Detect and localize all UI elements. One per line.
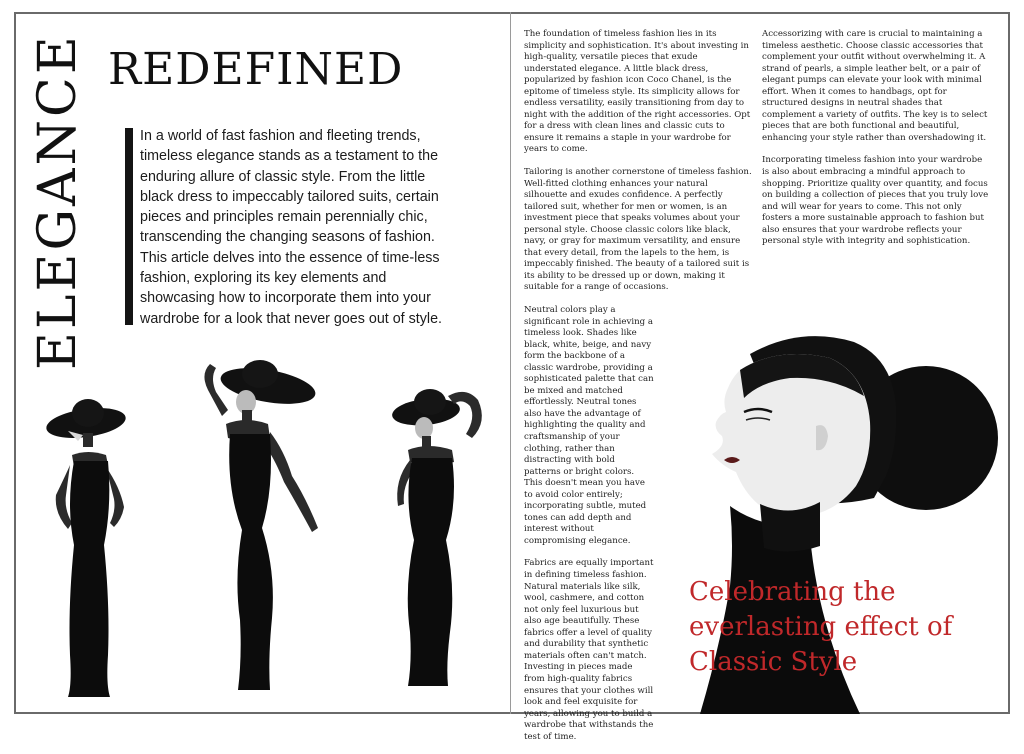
title-elegance: ELEGANCE — [28, 33, 88, 370]
paragraph: Neutral colors play a significant role in achieving a timeless look. Shades like black, white, beige, and navy form the backbone of a classic wardrobe, providing a sophisticated palette that can be mixed and matched effortlessly. Neutral tones also have the advantage of highlighting the quality and craftsmanship of your clothing, rather than distracting with bold patterns or bright colors. This doesn't mean you have to avoid color entirely; incorporating subtle, muted tones can add depth and interest without compromising elegance. — [524, 305, 654, 546]
article-column-1 — [524, 29, 752, 305]
paragraph: Accessorizing with care is crucial to maintaining a timeless aesthetic. Choose classic accessories that complement your outfit without overwhelming it. A strand of pearls, a simple leather belt, or a pair of elegant pumps can elevate your look with minimal effort. When it comes to handbags, opt for structured designs in neutral shades that complement a variety of outfits. The key is to select pieces that are both functional and beautiful, enhancing your style rather than overshadowing it. — [762, 29, 988, 143]
pull-quote — [689, 575, 989, 680]
paragraph: Tailoring is another cornerstone of timeless fashion. Well-fitted clothing enhances your natural silhouette and exudes confidence. A perfectly tailored suit, whether for men or women, is an investment piece that speaks volumes about your personal style. Choose classic colors like black, navy, or gray for maximum versatility, and ensure that every detail, from the lapels to the hem, is impeccably finished. The beauty of a tailored suit is its ability to be dressed up or down, making it suitable for a range of occasions. — [524, 167, 752, 293]
paragraph: Incorporating timeless fashion into your wardrobe is also about embracing a mindful approach to shopping. Prioritize quality over quantity, and focus on building a collection of pieces that you truly love and will wear for years to come. This not only fosters a more sustainable approach to fashion but also ensures that your wardrobe reflects your personal style with integrity and sophistication. — [762, 155, 989, 247]
paragraph: The foundation of timeless fashion lies in its simplicity and sophistication. It's about investing in high-quality, versatile pieces that exude understated elegance. A little black dress, popularized by fashion icon Coco Chanel, is the epitome of timeless style. Its simplicity allows for endless versatility, easily transitioning from day to night with the addition of the right accessories. Opt for a dress with clean lines and classic cuts to ensure it remains a staple in your wardrobe for years to come. — [524, 29, 751, 155]
title-redefined: REDEFINED — [108, 44, 404, 95]
model-figure-2 — [188, 358, 328, 698]
intro-accent-bar — [125, 128, 133, 325]
model-figure-3 — [378, 382, 496, 690]
intro-paragraph: In a world of fast fashion and fleeting trends, timeless elegance stands as a testament to the enduring allure of classic style. From the little black dress to impeccably tailored suits, certain pieces and principles remain perennially chic, transcending the changing seasons of fashion. This article delves into the essence of time-less fashion, exploring its key elements and showcasing how to incorporate them into your wardrobe for a look that never goes out of style. — [140, 128, 442, 327]
article-column-2 — [762, 29, 990, 259]
paragraph: Fabrics are equally important in defining timeless fashion. Natural materials like silk, wool, cashmere, and cotton not only feel luxurious but also age beautifully. These fabrics offer a level of quality and durability that synthetic materials often can't match. Investing in pieces made from high-quality fabrics ensures that your clothes will look and feel exquisite for years, allowing you to build a wardrobe that withstands the test of time. — [524, 558, 654, 742]
pull-quote-line: everlasting effect of — [689, 612, 953, 642]
pull-quote-line: Celebrating the — [689, 577, 896, 607]
article-column-1-lower — [524, 305, 654, 754]
pull-quote-line: Classic Style — [689, 647, 858, 677]
page-fold — [510, 12, 511, 714]
model-figure-1 — [38, 395, 138, 700]
